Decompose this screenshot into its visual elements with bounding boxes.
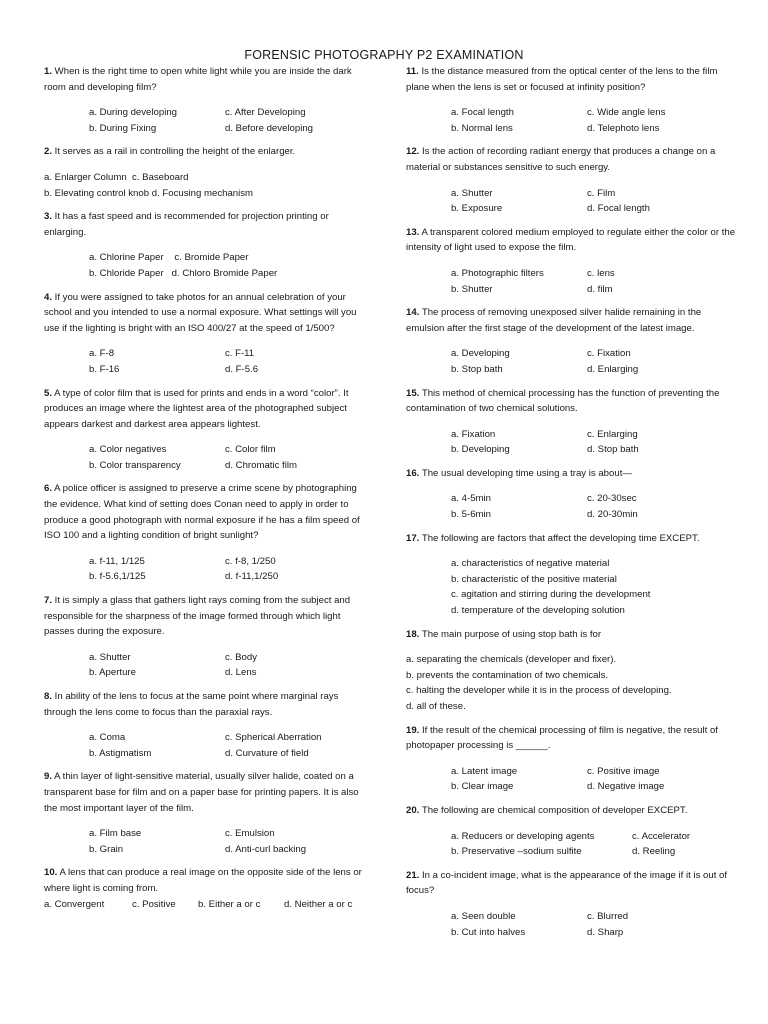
question-number: 1. bbox=[44, 66, 53, 77]
answer-option: a. 4-5min bbox=[451, 493, 491, 505]
question-5 bbox=[44, 386, 369, 474]
answer-option: c. Body bbox=[225, 651, 257, 663]
answer-option: a. F-8 bbox=[89, 348, 115, 360]
answer-option: c. Fixation bbox=[587, 348, 631, 360]
answer-options bbox=[406, 909, 736, 940]
answer-option: b. Elevating control knob d. Focusing mechanism bbox=[44, 187, 254, 199]
question-number: 10. bbox=[44, 867, 58, 879]
answer-options bbox=[44, 346, 369, 377]
question-number: 7. bbox=[44, 595, 53, 607]
question-15 bbox=[406, 386, 736, 458]
answer-option: c. Spherical Aberration bbox=[225, 732, 322, 744]
question-number: 21. bbox=[406, 869, 420, 881]
answer-option: a. f-11, 1/125 bbox=[89, 555, 145, 567]
question-13 bbox=[406, 225, 736, 297]
question-body: The following are factors that affect the developing time EXCEPT. bbox=[419, 532, 700, 544]
question-body: When is the right time to open white light while you are inside the dark room and developing film? bbox=[44, 66, 352, 93]
question-text bbox=[406, 803, 736, 819]
question-body: A lens that can produce a real image on the opposite side of the lens or where light is coming from. bbox=[44, 867, 362, 894]
question-number: 6. bbox=[44, 483, 53, 495]
question-body: It has a fast speed and is recommended for projection printing or enlarging. bbox=[44, 211, 329, 238]
question-number: 17. bbox=[406, 532, 420, 544]
answer-options bbox=[406, 346, 736, 377]
answer-options bbox=[406, 105, 736, 136]
answer-option: b. Exposure bbox=[451, 203, 503, 215]
answer-option: a. separating the chemicals (developer and fixer). bbox=[406, 654, 617, 666]
question-number: 18. bbox=[406, 628, 420, 640]
question-body: A transparent colored medium employed to regulate either the color or the intensity of light used to expose the film. bbox=[406, 226, 736, 254]
answer-options bbox=[406, 427, 736, 458]
question-text bbox=[44, 209, 369, 240]
answer-option: c. lens bbox=[587, 267, 615, 279]
question-number: 3. bbox=[44, 211, 53, 223]
answer-option: d. 20-30min bbox=[587, 509, 638, 521]
question-2 bbox=[44, 144, 369, 201]
question-text bbox=[406, 305, 736, 336]
question-text bbox=[44, 386, 369, 433]
question-number: 8. bbox=[44, 691, 53, 702]
question-text bbox=[406, 386, 736, 417]
answer-option: b. F-16 bbox=[89, 363, 120, 375]
answer-option: a. Color negatives bbox=[89, 444, 167, 456]
answer-options bbox=[406, 266, 736, 297]
answer-option: c. Blurred bbox=[587, 910, 629, 922]
answer-option: d. Negative image bbox=[587, 781, 665, 793]
question-number: 2. bbox=[44, 146, 53, 158]
question-text bbox=[406, 64, 736, 95]
answer-option: d. Lens bbox=[225, 667, 257, 679]
question-body: The following are chemical composition of developer EXCEPT. bbox=[419, 804, 688, 816]
answer-option: a. Coma bbox=[89, 732, 126, 744]
question-body: Is the distance measured from the optical center of the lens to the film plane when the lens is set or focused at infinity position? bbox=[406, 66, 718, 93]
question-20 bbox=[406, 803, 736, 860]
question-body: It is simply a glass that gathers light rays coming from the subject and responsible for the sharpness of the image formed through which light passes during the exposure. bbox=[44, 595, 351, 638]
answer-option: b. Cut into halves bbox=[451, 926, 526, 938]
answer-options bbox=[44, 105, 369, 136]
answer-option: d. f-11,1/250 bbox=[225, 571, 279, 583]
answer-option: a. Chlorine Paper c. Bromide Paper bbox=[89, 252, 249, 264]
answer-option: c. Positive image bbox=[587, 765, 660, 777]
answer-option: a. Fixation bbox=[451, 428, 496, 440]
question-text bbox=[406, 144, 736, 175]
question-number: 20. bbox=[406, 804, 420, 816]
answer-option: c. Emulsion bbox=[225, 828, 275, 840]
question-text bbox=[406, 225, 736, 256]
question-body: It serves as a rail in controlling the height of the enlarger. bbox=[52, 146, 296, 158]
question-body: In ability of the lens to focus at the same point where marginal rays through the lens come to focus than the paraxial rays. bbox=[44, 691, 339, 718]
question-body: If the result of the chemical processing of film is negative, the result of photopaper processing is ______. bbox=[406, 724, 718, 752]
answer-option: a. Photographic filters bbox=[451, 267, 544, 279]
answer-option: a. Seen double bbox=[451, 910, 516, 922]
answer-options bbox=[406, 652, 736, 714]
question-body: A type of color film that is used for prints and ends in a word “color”. It produces an image where the lightest area of the photographed subject appears darkest and darkest area appears lightest. bbox=[44, 387, 349, 430]
answer-options bbox=[44, 442, 369, 473]
answer-option: b. Preservative –sodium sulfite bbox=[451, 846, 582, 858]
answer-option: c. After Developing bbox=[225, 107, 306, 119]
answer-option: b. Astigmatism bbox=[89, 747, 152, 759]
question-body: If you were assigned to take photos for an annual celebration of your school and you intended to use a normal exposure. What settings will you use if the lighting is bright with an ISO 400/27 at the speed of 1/500? bbox=[44, 291, 357, 334]
question-6 bbox=[44, 481, 369, 585]
question-17 bbox=[406, 531, 736, 619]
question-text bbox=[406, 466, 736, 482]
answer-option: d. temperature of the developing solution bbox=[451, 605, 625, 617]
answer-option: b. Stop bath bbox=[451, 363, 503, 375]
answer-option: a. Latent image bbox=[451, 765, 518, 777]
question-21 bbox=[406, 868, 736, 940]
question-body: The main purpose of using stop bath is for bbox=[419, 628, 602, 640]
answer-option: c. F-11 bbox=[225, 348, 255, 360]
answer-option: b. Clear image bbox=[451, 781, 514, 793]
question-11 bbox=[406, 64, 736, 136]
question-text bbox=[44, 593, 369, 640]
answer-option: b. Shutter bbox=[451, 283, 493, 295]
answer-options bbox=[406, 829, 736, 860]
answer-option: d. Anti-curl backing bbox=[225, 843, 307, 855]
answer-option: d. Focal length bbox=[587, 203, 650, 215]
question-text bbox=[406, 627, 736, 643]
question-4 bbox=[44, 290, 369, 378]
answer-option: c. Color film bbox=[225, 444, 276, 456]
question-text bbox=[44, 689, 369, 720]
answer-options bbox=[44, 826, 369, 857]
question-body: Is the action of recording radiant energy that produces a change on a material or substances sensitive to such energy. bbox=[406, 146, 716, 173]
answer-option: c. Accelerator bbox=[632, 830, 691, 842]
answer-option: a. Enlarger Column c. Baseboard bbox=[44, 171, 189, 183]
question-number: 16. bbox=[406, 467, 420, 479]
answer-option: d. Chromatic film bbox=[225, 459, 297, 471]
question-text bbox=[406, 531, 736, 547]
question-text bbox=[44, 769, 369, 816]
question-18 bbox=[406, 627, 736, 715]
answer-options bbox=[406, 186, 736, 217]
question-14 bbox=[406, 305, 736, 377]
answer-option: a. Shutter bbox=[451, 187, 493, 199]
question-12 bbox=[406, 144, 736, 216]
answer-option: d. Curvature of field bbox=[225, 747, 309, 759]
answer-options bbox=[406, 491, 736, 522]
question-number: 12. bbox=[406, 146, 420, 158]
question-number: 4. bbox=[44, 291, 53, 303]
answer-options bbox=[44, 250, 369, 281]
answer-option: a. During developing bbox=[89, 107, 178, 119]
question-number: 14. bbox=[406, 307, 420, 319]
exam-title: FORENSIC PHOTOGRAPHY P2 EXAMINATION bbox=[244, 48, 524, 62]
question-body: The usual developing time using a tray is about— bbox=[419, 467, 632, 479]
question-text bbox=[44, 290, 369, 337]
answer-option: d. Neither a or c bbox=[284, 898, 353, 910]
answer-options bbox=[44, 897, 369, 913]
question-16 bbox=[406, 466, 736, 523]
question-number: 13. bbox=[406, 226, 420, 238]
answer-option: a. Film base bbox=[89, 828, 142, 840]
answer-option: d. F-5.6 bbox=[225, 363, 259, 375]
question-text bbox=[406, 723, 736, 754]
answer-option: d. Reeling bbox=[632, 846, 676, 858]
answer-options bbox=[44, 730, 369, 761]
question-7 bbox=[44, 593, 369, 681]
answer-option: b. 5-6min bbox=[451, 509, 491, 521]
answer-option: b. Either a or c bbox=[198, 898, 261, 910]
answer-option: b. Normal lens bbox=[451, 122, 513, 134]
question-number: 19. bbox=[406, 724, 420, 736]
question-number: 5. bbox=[44, 387, 53, 399]
question-body: In a co-incident image, what is the appearance of the image if it is out of focus? bbox=[406, 869, 728, 897]
answer-options bbox=[406, 764, 736, 795]
answer-option: b. f-5.6,1/125 bbox=[89, 571, 146, 583]
answer-option: a. Shutter bbox=[89, 651, 131, 663]
question-9 bbox=[44, 769, 369, 857]
answer-option: a. Developing bbox=[451, 348, 510, 360]
question-10 bbox=[44, 865, 369, 912]
answer-option: a. Focal length bbox=[451, 107, 514, 119]
question-body: A police officer is assigned to preserve a crime scene by photographing the evidence. What kind of setting does Conan need to apply in order to produce a good photograph with normal exposure if he has a film speed of ISO 100 and a lighting condition of bright sunlight? bbox=[44, 483, 360, 542]
answer-option: d. Enlarging bbox=[587, 363, 639, 375]
question-text bbox=[44, 865, 369, 896]
answer-option: b. Grain bbox=[89, 843, 124, 855]
answer-option: d. film bbox=[587, 283, 613, 295]
question-text bbox=[44, 64, 369, 95]
question-body: The process of removing unexposed silver halide remaining in the emulsion after the first stage of the development of the latest image. bbox=[406, 307, 702, 334]
question-text bbox=[406, 868, 736, 899]
answer-option: c. agitation and stirring during the development bbox=[451, 589, 651, 601]
answer-option: b. Chloride Paper d. Chloro Bromide Paper bbox=[89, 267, 278, 279]
answer-option: c. halting the developer while it is in the process of developing. bbox=[406, 685, 672, 697]
answer-option: d. Sharp bbox=[587, 926, 624, 938]
left-column bbox=[44, 64, 369, 920]
answer-option: c. Film bbox=[587, 187, 616, 199]
question-8 bbox=[44, 689, 369, 761]
question-number: 9. bbox=[44, 771, 53, 783]
answer-option: a. Reducers or developing agents bbox=[451, 830, 595, 842]
answer-option: c. Wide angle lens bbox=[587, 107, 666, 119]
answer-option: c. f-8, 1/250 bbox=[225, 555, 276, 567]
answer-option: c. 20-30sec bbox=[587, 493, 637, 505]
answer-option: b. Color transparency bbox=[89, 459, 181, 471]
answer-option: b. During Fixing bbox=[89, 122, 157, 134]
question-1 bbox=[44, 64, 369, 136]
answer-options bbox=[44, 170, 369, 201]
answer-option: b. Developing bbox=[451, 444, 510, 456]
answer-option: a. characteristics of negative material bbox=[451, 558, 610, 570]
question-number: 15. bbox=[406, 387, 420, 399]
answer-option: c. Enlarging bbox=[587, 428, 638, 440]
question-text bbox=[44, 481, 369, 543]
question-19 bbox=[406, 723, 736, 795]
answer-option: d. Before developing bbox=[225, 122, 314, 134]
question-body: This method of chemical processing has the function of preventing the contamination of two chemical solutions. bbox=[406, 387, 720, 415]
question-3 bbox=[44, 209, 369, 281]
answer-option: d. Telephoto lens bbox=[587, 122, 660, 134]
answer-option: b. characteristic of the positive material bbox=[451, 573, 617, 585]
right-column bbox=[406, 64, 736, 948]
answer-option: a. Convergent bbox=[44, 898, 105, 910]
question-text bbox=[44, 144, 369, 160]
answer-options bbox=[44, 554, 369, 585]
question-number: 11. bbox=[406, 66, 419, 77]
answer-option: b. Aperture bbox=[89, 667, 136, 679]
answer-option: d. all of these. bbox=[406, 701, 466, 712]
answer-option: c. Positive bbox=[132, 898, 176, 910]
answer-options bbox=[406, 556, 736, 618]
answer-options bbox=[44, 650, 369, 681]
answer-option: b. prevents the contamination of two chemicals. bbox=[406, 669, 609, 681]
question-body: A thin layer of light-sensitive material, usually silver halide, coated on a transparent base for film and on a paper base for printing papers. It is also the most important layer of the film. bbox=[44, 771, 359, 814]
answer-option: d. Stop bath bbox=[587, 444, 639, 456]
